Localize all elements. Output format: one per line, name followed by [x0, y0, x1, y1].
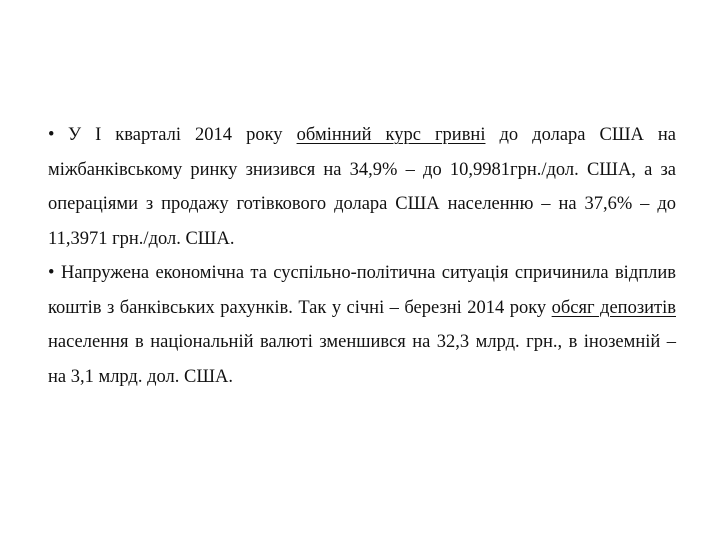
paragraph-exchange-rate [48, 118, 676, 256]
bullet-icon: • [48, 125, 55, 145]
deposits-volume-link[interactable]: обсяг депозитів [551, 297, 676, 318]
paragraph-lead-text: У І кварталі 2014 року [68, 125, 297, 145]
paragraph-tail-text: до долара США на міжбанківському ринку знизився на 34,9% – до 10,9981грн./дол. США, а за операціями з продажу готівкового долара США населенню – на 37,6% – до 11,3971 грн./дол. США. [48, 125, 676, 249]
bullet-icon: • [48, 263, 55, 283]
paragraph-tail-text: населення в національній валюті зменшився на 32,3 млрд. грн., в іноземній – на 3,1 млрд. дол. США. [48, 332, 676, 387]
slide-text-block [48, 118, 676, 394]
paragraph-deposits [48, 256, 676, 394]
paragraph-lead-text: Напружена економічна та суспільно-політична ситуація спричинила відплив коштів з банківських рахунків. Так у січні – березні 2014 року [48, 263, 676, 318]
exchange-rate-link[interactable]: обмінний курс гривні [296, 125, 486, 145]
